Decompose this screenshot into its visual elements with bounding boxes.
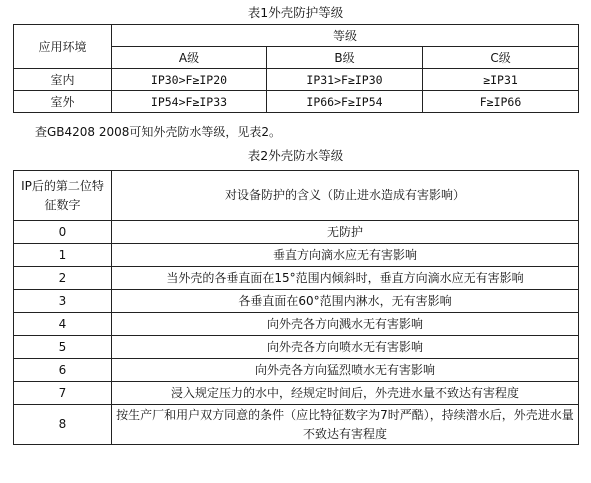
level-c: C级	[423, 47, 579, 69]
env-cell: 室内	[14, 69, 112, 91]
digit-cell: 0	[14, 221, 112, 244]
table-row	[14, 336, 579, 359]
header-digit: IP后的第二位特征数字	[14, 171, 112, 221]
digit-cell: 6	[14, 359, 112, 382]
table-row	[14, 290, 579, 313]
digit-cell: 4	[14, 313, 112, 336]
table-row	[14, 267, 579, 290]
digit-cell: 7	[14, 382, 112, 405]
grade-c-cell: ≥IP31	[423, 69, 579, 91]
level-b: B级	[267, 47, 423, 69]
note-text: 查GB4208 2008可知外壳防水等级，见表2。	[35, 125, 282, 139]
meaning-cell: 浸入规定压力的水中，经规定时间后，外壳进水量不致达有害程度	[112, 382, 579, 405]
table-row	[14, 221, 579, 244]
meaning-cell: 垂直方向滴水应无有害影响	[112, 244, 579, 267]
meaning-cell: 当外壳的各垂直面在15°范围内倾斜时，垂直方向滴水应无有害影响	[112, 267, 579, 290]
level-a: A级	[112, 47, 267, 69]
waterproof-grade-table	[13, 170, 579, 445]
meaning-cell: 按生产厂和用户双方同意的条件（应比特征数字为7时严酷），持续潜水后，外壳进水量不致达有害程度	[112, 405, 579, 445]
digit-cell: 8	[14, 405, 112, 445]
meaning-cell: 各垂直面在60°范围内淋水，无有害影响	[112, 290, 579, 313]
digit-cell: 2	[14, 267, 112, 290]
table-row	[14, 244, 579, 267]
digit-cell: 5	[14, 336, 112, 359]
table-row	[14, 91, 579, 113]
meaning-cell: 向外壳各方向喷水无有害影响	[112, 336, 579, 359]
grade-c-cell: F≥IP66	[423, 91, 579, 113]
meaning-cell: 无防护	[112, 221, 579, 244]
digit-cell: 1	[14, 244, 112, 267]
grade-b-cell: IP31>F≥IP30	[267, 69, 423, 91]
table2-caption: 表2外壳防水等级	[247, 148, 344, 163]
table-row	[14, 405, 579, 445]
header-grade: 等级	[112, 25, 579, 47]
table-row	[14, 69, 579, 91]
env-cell: 室外	[14, 91, 112, 113]
meaning-cell: 向外壳各方向猛烈喷水无有害影响	[112, 359, 579, 382]
grade-b-cell: IP66>F≥IP54	[267, 91, 423, 113]
table-row	[14, 313, 579, 336]
digit-cell: 3	[14, 290, 112, 313]
grade-a-cell: IP54>F≥IP33	[112, 91, 267, 113]
grade-a-cell: IP30>F≥IP20	[112, 69, 267, 91]
table-row	[14, 359, 579, 382]
protection-grade-table	[13, 24, 579, 113]
header-env: 应用环境	[14, 25, 112, 69]
table1-caption: 表1外壳防护等级	[247, 5, 344, 20]
table-row	[14, 382, 579, 405]
meaning-cell: 向外壳各方向溅水无有害影响	[112, 313, 579, 336]
header-meaning: 对设备防护的含义（防止进水造成有害影响）	[112, 171, 579, 221]
